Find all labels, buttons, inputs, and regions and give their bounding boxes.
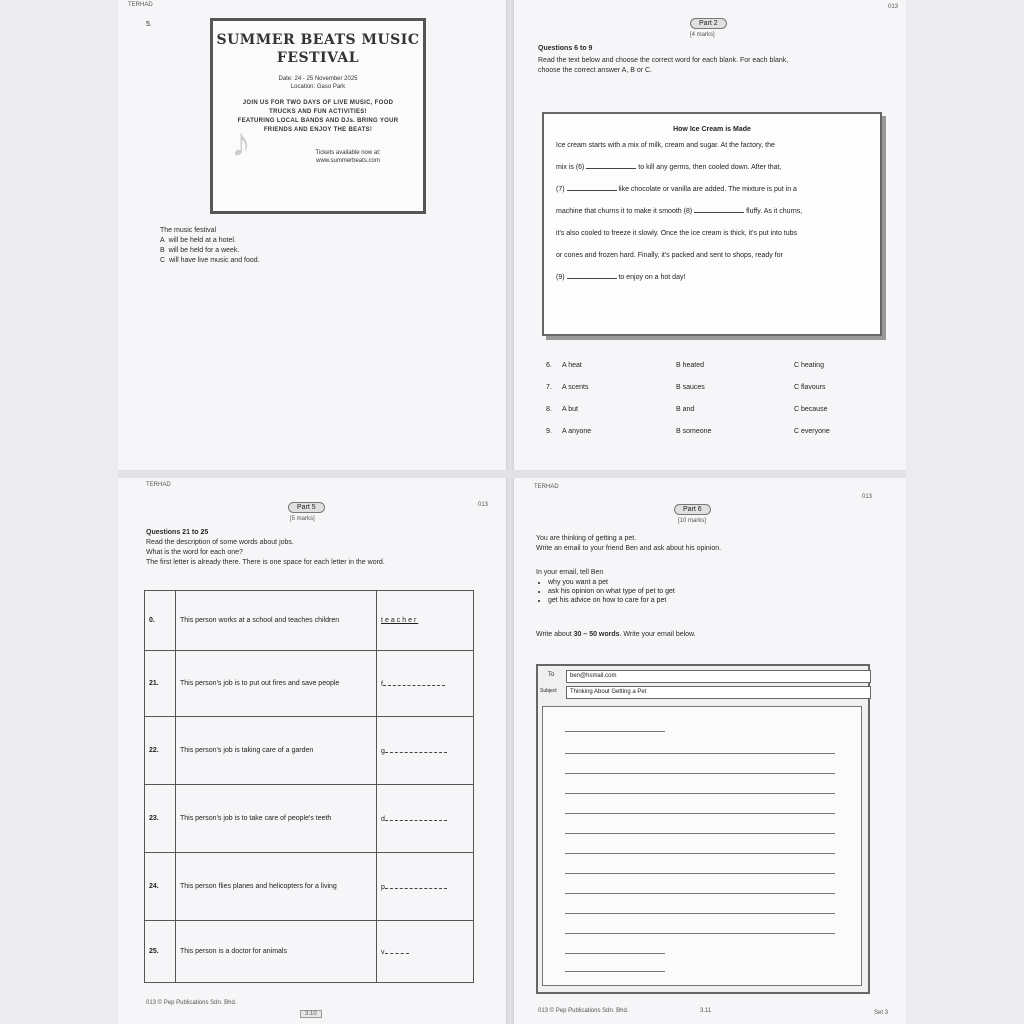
row-answer-field[interactable]: d [377,785,474,853]
bullet-list [524,578,675,605]
cloze-line: (7) like chocolate or vanilla are added. The mixture is put in a [556,186,797,193]
poster-body-3: FEATURING LOCAL BANDS AND DJs. BRING YOUR [237,118,399,124]
page-code: 013 [887,4,898,10]
writing-line [565,913,835,914]
page-footer: 013 © Pep Publications Sdn. Bhd. [538,1008,629,1014]
marks-label: [4 marks] [690,32,715,38]
cloze-line: Ice cream starts with a mix of milk, cream and sugar. At the factory, the [556,142,775,149]
row-description: This person is a doctor for animals [176,921,377,983]
answer-option[interactable]: C flavours [794,384,826,391]
row-description: This person flies planes and helicopters for a living [176,853,377,921]
questions-title: Questions 21 to 25 [146,529,209,536]
answer-option[interactable]: A scents [562,384,589,391]
set-label: Set 3 [873,1010,888,1016]
row-answer-field[interactable]: g [377,717,474,785]
instruction-2: What is the word for each one? [146,549,243,556]
writing-line [565,833,835,834]
table-row [145,921,474,983]
blank-8[interactable] [694,206,744,213]
page-code: 013 [477,502,488,508]
festival-poster [210,18,426,214]
answer-option[interactable]: B and [676,406,695,413]
instruction-3: The first letter is already there. There is one space for each letter in the word. [146,559,385,566]
page-poster-question [118,0,506,470]
page-email-question [514,478,906,1024]
writing-line [565,813,835,814]
question-number: 5. [146,21,152,28]
subject-label: Subject [540,688,557,694]
poster-body-2: TRUCKS AND FUN ACTIVITIES! [269,109,367,115]
page-jobs-question [118,478,506,1024]
answer-option[interactable]: B someone [676,428,712,435]
row-description: This person's job is to put out fires and save people [176,651,377,717]
cloze-line: mix is (6) to kill any germs, then cooled down. After that, [556,164,782,171]
table-row [145,785,474,853]
row-number: 23. [145,785,176,853]
row-number: 0. [145,591,176,651]
table-row [145,853,474,921]
row-description: This person's job is taking care of a garden [176,717,377,785]
questions-title: Questions 6 to 9 [538,45,593,52]
row-description: This person's job is to take care of people's teeth [176,785,377,853]
poster-date: Date: 24 - 25 November 2025 [278,76,358,82]
part-badge: Part 2 [690,18,727,29]
part-badge: Part 6 [674,504,711,515]
intro-2: Write an email to your friend Ben and ask about his opinion. [536,545,722,552]
writing-line [565,753,835,754]
page-number: 3.11 [700,1008,712,1014]
poster-location: Location: Gaso Park [290,84,346,90]
row-answer: teacher [377,591,474,651]
answer-option[interactable]: B heated [676,362,705,369]
poster-body-4: FRIENDS AND ENJOY THE BEATS! [263,127,373,133]
poster-title-1: SUMMER BEATS MUSIC [216,32,420,48]
writing-line [565,873,835,874]
blank-9[interactable] [567,272,617,279]
bullet-item: • get his advice on how to care for a pet [548,596,675,605]
row-number: 24. [145,853,176,921]
answer-option[interactable]: C because [794,406,828,413]
page-header: TERHAD [534,484,559,490]
blank-6[interactable] [586,162,636,169]
writing-line [565,773,835,774]
book-gutter [506,0,514,1024]
row-number: 25. [145,921,176,983]
bullet-item: • why you want a pet [548,578,675,587]
instruction-2: choose the correct answer A, B or C. [538,67,652,74]
text-title: How Ice Cream is Made [673,126,751,133]
to-field[interactable]: ben@hsmail.com [566,670,871,683]
poster-title-2: FESTIVAL [276,50,360,66]
answer-num: 7. [546,384,552,391]
bullet-item: • ask his opinion on what type of pet to get [548,587,675,596]
marks-label: [5 marks] [290,516,315,522]
page-number: 3.10 [300,1010,322,1018]
answer-option[interactable]: A but [562,406,578,413]
page-header: TERHAD [128,2,153,8]
table-row [145,717,474,785]
music-note-icon: ♪ [231,121,251,165]
row-description: This person works at a school and teaches children [176,591,377,651]
option-c: C will have live music and food. [160,257,260,264]
row-answer-field[interactable]: f [377,651,474,717]
question-stem: The music festival [160,227,217,234]
instruction-1: Read the description of some words about jobs. [146,539,294,546]
writing-line [565,793,835,794]
part-badge: Part 5 [288,502,325,513]
instruction-1: Read the text below and choose the correct word for each blank. For each blank, [538,57,789,64]
answer-num: 8. [546,406,552,413]
answer-num: 6. [546,362,552,369]
cloze-line: or cones and frozen hard. Finally, it's packed and sent to shops, ready for [556,252,783,259]
page-code: 013 [861,494,872,500]
writing-line [565,731,665,732]
reading-text-frame [542,112,882,336]
table-row [145,591,474,651]
intro-1: You are thinking of getting a pet. [536,535,637,542]
writing-line [565,971,665,972]
option-b: B will be held for a week. [160,247,240,254]
page-divider [118,470,906,478]
blank-7[interactable] [567,184,617,191]
subject-field[interactable]: Thinking About Getting a Pet [566,686,871,699]
answer-option[interactable]: A heat [562,362,582,369]
row-answer-field[interactable]: p [377,853,474,921]
to-label: To [548,672,555,678]
poster-tickets-1: Tickets available now at: [315,150,381,156]
row-number: 21. [145,651,176,717]
cloze-lines [544,135,880,289]
writing-line [565,933,835,934]
page-footer: 013 © Pep Publications Sdn. Bhd. [146,1000,237,1006]
jobs-table [144,590,474,983]
writing-line [565,853,835,854]
answer-num: 9. [546,428,552,435]
marks-label: [10 marks] [678,518,707,524]
cloze-line: it's also cooled to freeze it slowly. Once the ice cream is thick, it's put into tubs [556,230,798,237]
writing-line [565,893,835,894]
email-body-area[interactable] [542,706,862,986]
page-cloze-question [514,0,906,470]
poster-body-1: JOIN US FOR TWO DAYS OF LIVE MUSIC, FOOD [242,100,394,106]
option-a: A will be held at a hotel. [160,237,236,244]
word-limit-instruction: Write about 30 – 50 words. Write your email below. [536,631,696,638]
email-compose-box [536,664,870,994]
answer-option[interactable]: C heating [794,362,824,369]
answer-option[interactable]: C everyone [794,428,830,435]
writing-line [565,953,665,954]
table-row [145,651,474,717]
cloze-line: (9) to enjoy on a hot day! [556,274,686,281]
cloze-line: machine that churns it to make it smooth (8) fluffy. As it churns, [556,208,803,215]
poster-tickets-2: www.summerbeats.com [316,158,380,164]
answer-option[interactable]: A anyone [562,428,592,435]
page-header: TERHAD [146,482,171,488]
row-number: 22. [145,717,176,785]
answer-option[interactable]: B sauces [676,384,705,391]
tell-label: In your email, tell Ben [536,569,604,576]
row-answer-field[interactable]: v [377,921,474,983]
